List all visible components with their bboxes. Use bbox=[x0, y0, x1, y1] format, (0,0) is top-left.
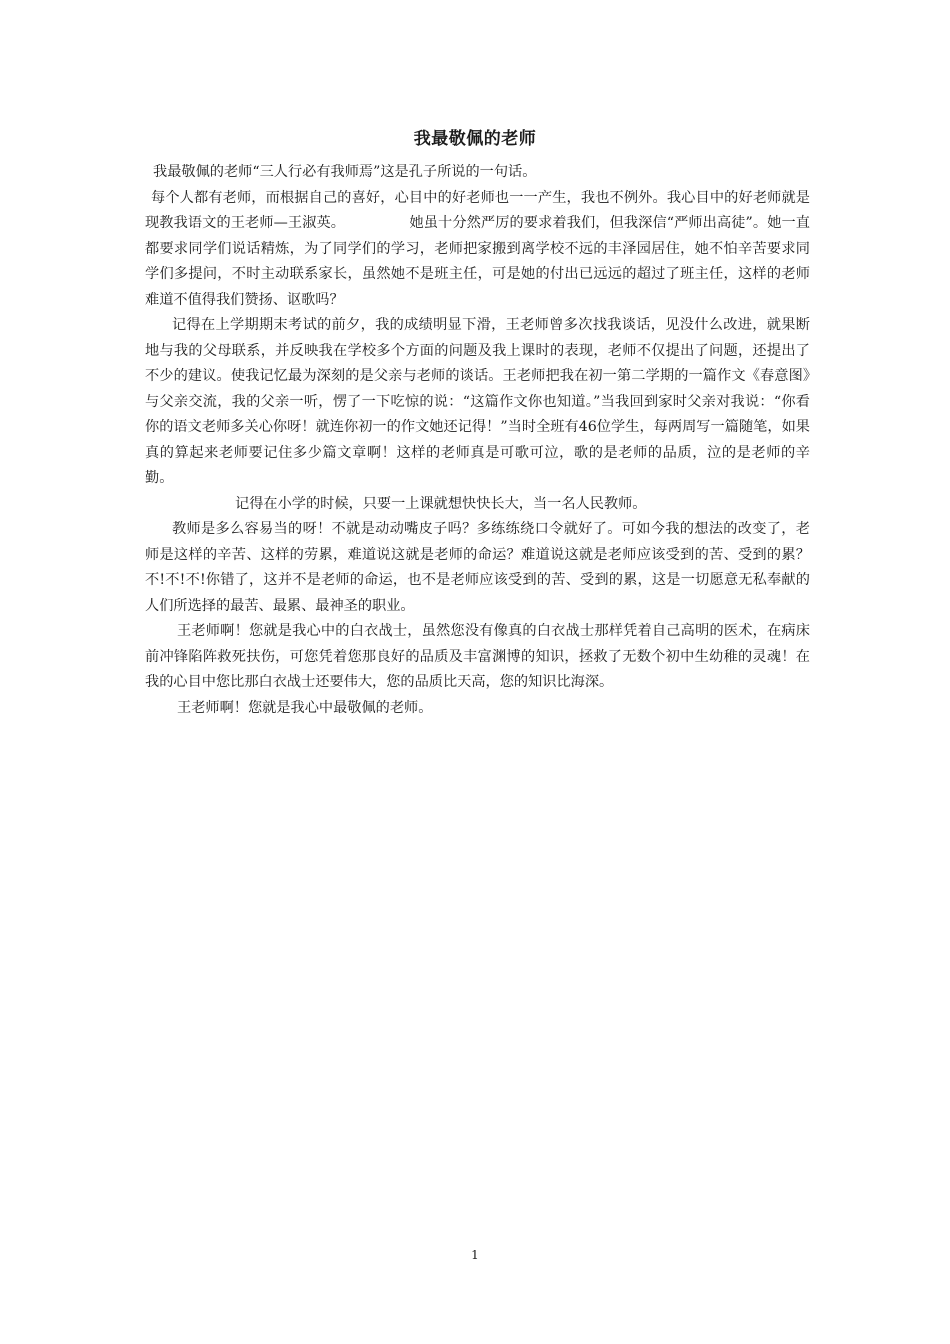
paragraph-teacher-profession: 教师是多么容易当的呀！不就是动动嘴皮子吗？多练练绕口令就好了。可如今我的想法的改变了，老师是这样的辛苦、这样的劳累，难道说这就是老师的命运？难道说这就是老师应该受到的苦、受到的累？不!不!不!你错了，这并不是老师的命运，也不是老师应该受到的苦、受到的累，这是一切愿意无私奉献的人们所选择的最苦、最累、最神圣的职业。 bbox=[145, 521, 810, 614]
paragraph-intro: 我最敬佩的老师“三人行必有我师焉”这是孔子所说的一句话。 bbox=[153, 164, 537, 180]
document-title: 我最敬佩的老师 bbox=[413, 129, 537, 149]
page-number: 1 bbox=[471, 1248, 479, 1262]
paragraph-exam-memory: 记得在上学期期末考试的前夕，我的成绩明显下滑，王老师曾多次找我谈话，见没什么改进，就果断地与我的父母联系，并反映我在学校多个方面的问题及我上课时的表现，老师不仅提出了问题，还提出了不少的建议。使我记忆最为深刻的是父亲与老师的谈话。王老师把我在初一第二学期的一篇作文《春意图》与父亲交流，我的父亲一听，愣了一下吃惊的说：“这篇作文你也知道。”当我回到家时父亲对我说：“你看你的语文老师多关心你呀！就连你初一的作文她还记得！”当时全班有46位学生，每两周写一篇随笔，如果真的算起来老师要记住多少篇文章啊！这样的老师真是可歌可泣，歌的是老师的品质，泣的是老师的辛勤。 bbox=[145, 317, 810, 486]
paragraph-good-teacher: 每个人都有老师，而根据自己的喜好，心目中的好老师也一一产生，我也不例外。我心目中的好老师就是现教我语文的王老师—王淑英。 她虽十分然严厉的要求着我们，但我深信“严师出高徒”。她一直都要求同学们说话精炼，为了同学们的学习，老师把家搬到离学校不远的丰泽园居住，她不怕辛苦要求同学们多提问，不时主动联系家长，虽然她不是班主任，可是她的付出已远远的超过了班主任，这样的老师难道不值得我们赞扬、讴歌吗？ bbox=[145, 189, 810, 308]
paragraph-childhood-dream: 记得在小学的时候，只要一上课就想快快长大，当一名人民教师。 bbox=[235, 495, 647, 512]
document-body bbox=[145, 160, 810, 721]
paragraph-white-soldier: 王老师啊！您就是我心中的白衣战士，虽然您没有像真的白衣战士那样凭着自己高明的医术，在病床前冲锋陷阵救死扶伤，可您凭着您那良好的品质及丰富渊博的知识，拯救了无数个初中生幼稚的灵魂！在我的心目中您比那白衣战士还要伟大，您的品质比天高，您的知识比海深。 bbox=[145, 623, 810, 690]
paragraph-conclusion: 王老师啊！您就是我心中最敬佩的老师。 bbox=[177, 699, 433, 716]
